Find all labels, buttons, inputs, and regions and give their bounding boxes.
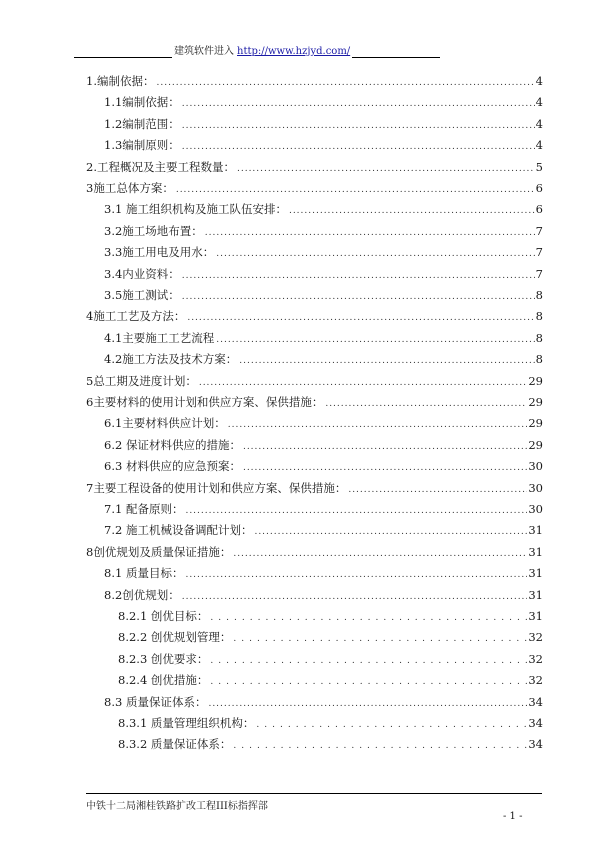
toc-entry-label: 7.1 配备原则：	[104, 502, 184, 516]
toc-entry-page: 31	[528, 566, 543, 581]
footer-rule	[86, 793, 542, 794]
toc-entry-label: 8.2.4 创优措施：	[118, 673, 209, 688]
toc-entry[interactable]	[104, 92, 543, 112]
toc-entry-page: 29	[528, 395, 543, 409]
toc-entry[interactable]	[86, 306, 543, 326]
toc-entry[interactable]	[118, 670, 543, 690]
toc-dot-leader	[243, 456, 527, 476]
toc-dot-leader	[239, 349, 534, 369]
toc-entry-label: 6.3 材料供应的应急预案：	[104, 459, 241, 474]
toc-entry-label: 8.2创优规划：	[104, 587, 180, 602]
toc-entry-label: 1.3编制原则：	[104, 138, 180, 153]
toc-entry-page: 7	[535, 266, 543, 281]
toc-dot-leader	[233, 734, 527, 754]
toc-dot-leader	[254, 520, 527, 540]
toc-entry[interactable]	[104, 221, 543, 241]
toc-entry-label: 3.3施工用电及用水：	[104, 245, 215, 260]
toc-entry-label: 4.1主要施工工艺流程	[104, 330, 215, 345]
toc-dot-leader	[182, 114, 535, 134]
toc-entry-label: 8.2.3 创优要求：	[118, 651, 209, 666]
toc-entry-page: 8	[535, 309, 543, 324]
toc-entry-label: 8.3.2 质量保证体系：	[118, 737, 232, 752]
toc-dot-leader	[210, 649, 527, 669]
toc-entry[interactable]	[86, 478, 543, 498]
toc-dot-leader	[205, 221, 535, 241]
toc-dot-leader	[182, 585, 528, 605]
toc-entry-label: 6.2 保证材料供应的措施：	[104, 437, 241, 452]
toc-entry[interactable]	[86, 157, 543, 177]
toc-dot-leader	[199, 371, 528, 391]
toc-entry[interactable]	[104, 135, 543, 155]
toc-dot-leader	[210, 670, 527, 690]
toc-entry-page: 7	[535, 223, 543, 238]
toc-entry[interactable]	[104, 563, 543, 583]
toc-entry-label: 2.工程概况及主要工程数量：	[86, 159, 235, 174]
toc-dot-leader	[176, 178, 535, 198]
toc-entry-page: 4	[535, 138, 543, 153]
toc-entry-page: 34	[528, 737, 543, 752]
toc-entry-label: 3.4内业资料：	[104, 266, 180, 281]
toc-entry[interactable]	[118, 734, 543, 754]
toc-entry-page: 32	[528, 630, 543, 645]
toc-entry-page: 8	[535, 352, 543, 367]
toc-dot-leader	[216, 242, 534, 262]
toc-dot-leader	[156, 71, 534, 91]
toc-entry-label: 5总工期及进度计划：	[86, 373, 197, 388]
toc-entry[interactable]	[104, 692, 543, 712]
toc-entry[interactable]	[118, 649, 543, 669]
toc-entry-label: 6主要材料的使用计划和供应方案、保供措施：	[86, 395, 324, 409]
page-number: - 1 -	[503, 811, 523, 822]
toc-dot-leader	[237, 157, 535, 177]
toc-entry[interactable]	[104, 585, 543, 605]
toc-entry-page: 8	[535, 330, 543, 345]
toc-entry-page: 7	[535, 245, 543, 260]
toc-entry-page: 34	[528, 716, 543, 730]
toc-entry-page: 30	[528, 459, 543, 474]
toc-entry[interactable]	[104, 349, 543, 369]
toc-entry-page: 8	[535, 288, 543, 302]
toc-entry[interactable]	[86, 178, 543, 198]
toc-entry-page: 34	[528, 694, 543, 709]
toc-entry-page: 4	[535, 95, 543, 110]
toc-entry-label: 4施工工艺及方法：	[86, 309, 186, 324]
toc-entry[interactable]	[104, 264, 543, 284]
toc-entry-page: 32	[528, 673, 543, 688]
toc-entry[interactable]	[104, 199, 543, 219]
toc-entry-label: 6.1主要材料供应计划：	[104, 416, 226, 431]
toc-entry-label: 1.编制依据：	[86, 74, 155, 88]
toc-entry-page: 6	[535, 181, 543, 195]
toc-entry-label: 8.3 质量保证体系：	[104, 694, 207, 709]
toc-dot-leader	[210, 606, 527, 626]
toc-entry[interactable]	[86, 71, 543, 91]
toc-entry[interactable]	[118, 606, 543, 626]
toc-dot-leader	[187, 306, 534, 326]
toc-entry-label: 8.1 质量目标：	[104, 566, 184, 581]
toc-entry-page: 31	[528, 544, 543, 559]
toc-entry-page: 4	[535, 74, 543, 88]
toc-entry[interactable]	[104, 328, 543, 348]
toc-entry-page: 29	[528, 437, 543, 452]
toc-entry[interactable]	[118, 713, 543, 733]
toc-dot-leader	[185, 499, 527, 519]
toc-entry-page: 4	[535, 116, 543, 131]
toc-entry-page: 31	[528, 609, 543, 623]
toc-entry-label: 8创优规划及质量保证措施：	[86, 544, 232, 559]
toc-entry[interactable]	[104, 413, 543, 433]
toc-entry[interactable]	[104, 285, 543, 305]
toc-entry[interactable]	[104, 499, 543, 519]
toc-entry[interactable]	[118, 627, 543, 647]
toc-entry-label: 7.2 施工机械设备调配计划：	[104, 523, 253, 538]
toc-entry[interactable]	[86, 371, 543, 391]
toc-dot-leader	[182, 264, 535, 284]
header-rule-right	[352, 57, 440, 58]
toc-entry[interactable]	[86, 392, 543, 412]
toc-dot-leader	[182, 92, 535, 112]
toc-entry-label: 7主要工程设备的使用计划和供应方案、保供措施：	[86, 480, 347, 495]
toc-entry[interactable]	[104, 520, 543, 540]
toc-entry[interactable]	[104, 114, 543, 134]
toc-dot-leader	[182, 285, 535, 305]
toc-entry[interactable]	[104, 242, 543, 262]
toc-entry-page: 5	[535, 159, 543, 174]
toc-entry-page: 31	[528, 523, 543, 538]
toc-dot-leader	[243, 435, 527, 455]
page-header	[74, 44, 440, 58]
toc-entry-label: 3施工总体方案：	[86, 181, 174, 195]
toc-entry-label: 1.1编制依据：	[104, 95, 180, 110]
toc-dot-leader	[216, 328, 534, 348]
toc-entry-label: 4.2施工方法及技术方案：	[104, 352, 238, 367]
header-link[interactable]: http://www.hzjyd.com/	[237, 46, 351, 57]
toc-dot-leader	[233, 542, 527, 562]
toc-entry-page: 6	[535, 202, 543, 217]
toc-entry-page: 30	[528, 480, 543, 495]
footer-text: 中铁十二局湘桂铁路扩改工程III标指挥部	[86, 801, 268, 812]
header-text: 建筑软件进入	[174, 46, 234, 57]
toc-dot-leader	[228, 413, 528, 433]
toc-dot-leader	[289, 199, 535, 219]
toc-entry-label: 3.2施工场地布置：	[104, 223, 203, 238]
toc-dot-leader	[325, 392, 527, 412]
toc-entry-label: 3.5施工测试：	[104, 288, 180, 302]
toc-entry[interactable]	[86, 542, 543, 562]
toc-entry-page: 30	[528, 502, 543, 516]
toc-dot-leader	[233, 627, 527, 647]
toc-entry-label: 8.2.1 创优目标：	[118, 609, 209, 623]
toc-dot-leader	[256, 713, 527, 733]
toc-entry-label: 8.2.2 创优规划管理：	[118, 630, 232, 645]
toc-entry-page: 29	[528, 373, 543, 388]
toc-dot-leader	[348, 478, 527, 498]
toc-entry-label: 3.1 施工组织机构及施工队伍安排：	[104, 202, 287, 217]
toc-entry-page: 29	[528, 416, 543, 431]
toc-dot-leader	[182, 135, 535, 155]
toc-entry-page: 31	[528, 587, 543, 602]
toc-entry[interactable]	[104, 435, 543, 455]
toc-dot-leader	[185, 563, 527, 583]
toc-dot-leader	[208, 692, 527, 712]
toc-entry[interactable]	[104, 456, 543, 476]
toc-entry-label: 1.2编制范围：	[104, 116, 180, 131]
header-rule-left	[74, 57, 172, 58]
toc-entry-page: 32	[528, 651, 543, 666]
toc-entry-label: 8.3.1 质量管理组织机构：	[118, 716, 255, 730]
